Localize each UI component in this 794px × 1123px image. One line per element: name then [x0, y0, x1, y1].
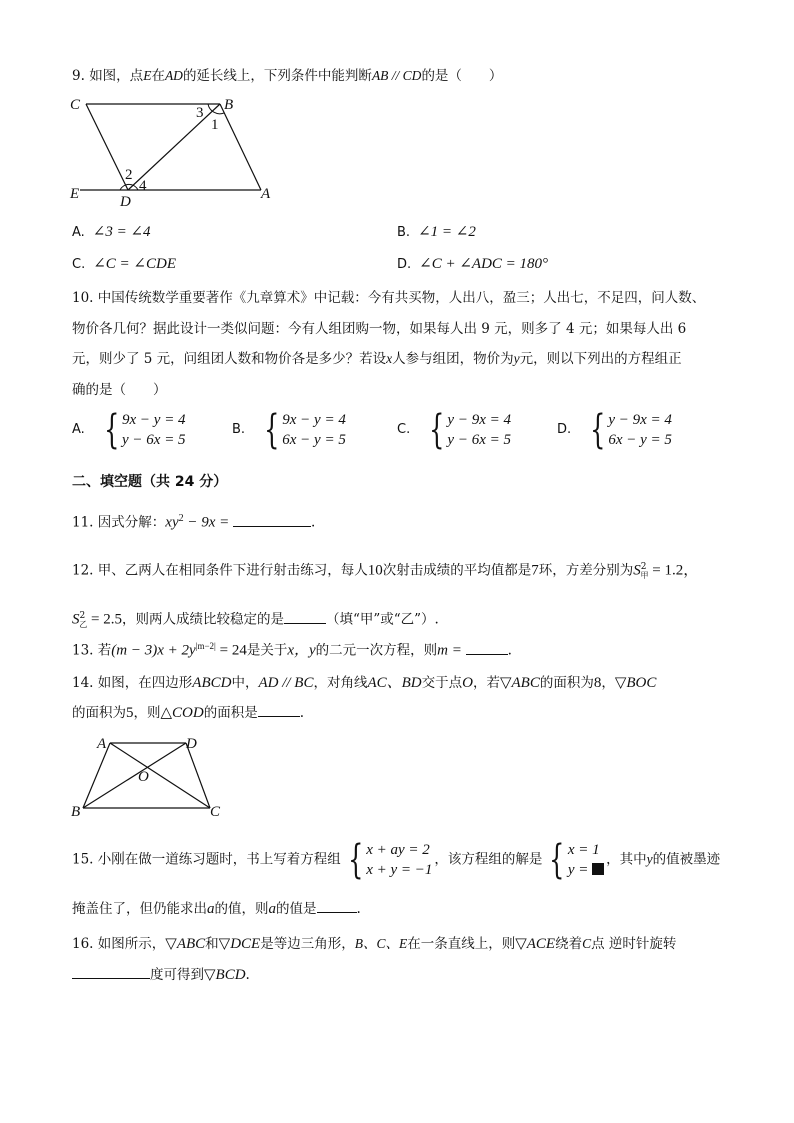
- q9-option-a[interactable]: A. ∠3 = ∠4: [72, 224, 151, 240]
- q9-figure: [68, 92, 288, 212]
- q15-answer-blank[interactable]: [317, 896, 357, 913]
- segment-dc: [186, 743, 210, 808]
- diagonal-bd: [83, 743, 186, 808]
- q9-option-b[interactable]: B. ∠1 = ∠2: [397, 224, 476, 240]
- label-e: E: [70, 186, 80, 202]
- q11-answer-blank[interactable]: [233, 510, 311, 527]
- q14-figure: [68, 733, 238, 825]
- q14: 14. 如图，在四边形ABCD中，AD // BC，对角线AC、BD交于点O，若▽ABC的面积为8，▽BOC 的面积为5，则△COD的面积是 .: [72, 675, 657, 721]
- ink-blot: [592, 863, 604, 875]
- q10-stem: 10. 中国传统数学重要著作《九章算术》中记载：今有共买物，人出八，盈三；人出七，不足四，问人数、 物价各几何？据此设计一类似问题：今有人组团购一物，如果每人出 9 元，则多了 4 元；如果每人出 6 元，则少了 5 元，问组团人数和物价各是多少？若设x人参与组团，物价为y元，则以下列出的方程组正 确的是（ ）: [72, 290, 706, 398]
- q15-line1: 15. 小刚在做一道练习题时，书上写着方程组 { x + ay = 2 x + y = −1 ，该方程组的解是 { x = 1 y = ，其中y的值被墨迹: [72, 837, 721, 883]
- label-angle-3: 3: [196, 105, 204, 121]
- q16-answer-blank[interactable]: [72, 962, 150, 979]
- q9-stem: 9. 如图，点E在AD的延长线上，下列条件中能判断AB // CD的是（ ）: [72, 68, 503, 84]
- q10-option-c[interactable]: C. { y − 9x = 4 y − 6x = 5: [397, 407, 511, 453]
- label-angle-4: 4: [139, 178, 147, 194]
- segment-ba: [220, 104, 261, 190]
- q11: 11. 因式分解：$xy^2 - 9x$ = .: [72, 505, 732, 537]
- label-angle-1: 1: [211, 117, 219, 133]
- label-b: B: [224, 97, 234, 113]
- section-2-title: 二、填空题（共 24 分）: [72, 474, 228, 490]
- q15-line2: 掩盖住了，但仍能求出a的值，则a的值是 .: [72, 895, 732, 923]
- q9-option-d[interactable]: D. ∠C + ∠ADC = 180°: [397, 256, 549, 272]
- q10-option-b[interactable]: B. { 9x − y = 4 6x − y = 5: [232, 407, 346, 453]
- q10-option-d[interactable]: D. { y − 9x = 4 6x − y = 5: [557, 407, 672, 453]
- segment-cd: [86, 104, 128, 190]
- label-a: A: [97, 736, 107, 752]
- label-c: C: [70, 97, 81, 113]
- label-angle-2: 2: [125, 167, 133, 183]
- label-d: D: [120, 194, 131, 210]
- q14-answer-blank[interactable]: [258, 700, 300, 717]
- q12: 12. 甲、乙两人在相同条件下进行射击练习，每人10次射击成绩的平均值都是7环，方差分别为$S^2_甲 = 1.2$， $S^2_乙 = 2.5$，则两人成绩比较稳定的是 （填“甲”或“乙”）.: [72, 562, 699, 630]
- q13-answer-blank[interactable]: [466, 638, 508, 655]
- q12-answer-blank[interactable]: [284, 607, 326, 624]
- q9-option-c[interactable]: C. ∠C = ∠CDE: [72, 256, 176, 272]
- q13: 13. 若$(m - 3)x + 2y^{|m-2|} = 24$是关于x，y的二元一次方程，则m = .: [72, 632, 732, 665]
- diagonal-ac: [110, 743, 210, 808]
- label-a: A: [261, 186, 271, 202]
- q16: 16. 如图所示，▽ABC和▽DCE是等边三角形，B、C、E在一条直线上，则▽ACE绕着C点 逆时针旋转 度可得到▽BCD.: [72, 936, 677, 983]
- label-o: O: [138, 769, 149, 785]
- label-d: D: [186, 736, 197, 752]
- q10-option-a[interactable]: A. { 9x − y = 4 y − 6x = 5: [72, 407, 186, 453]
- segment-ab: [83, 743, 110, 808]
- label-c: C: [210, 804, 221, 820]
- label-b: B: [71, 804, 81, 820]
